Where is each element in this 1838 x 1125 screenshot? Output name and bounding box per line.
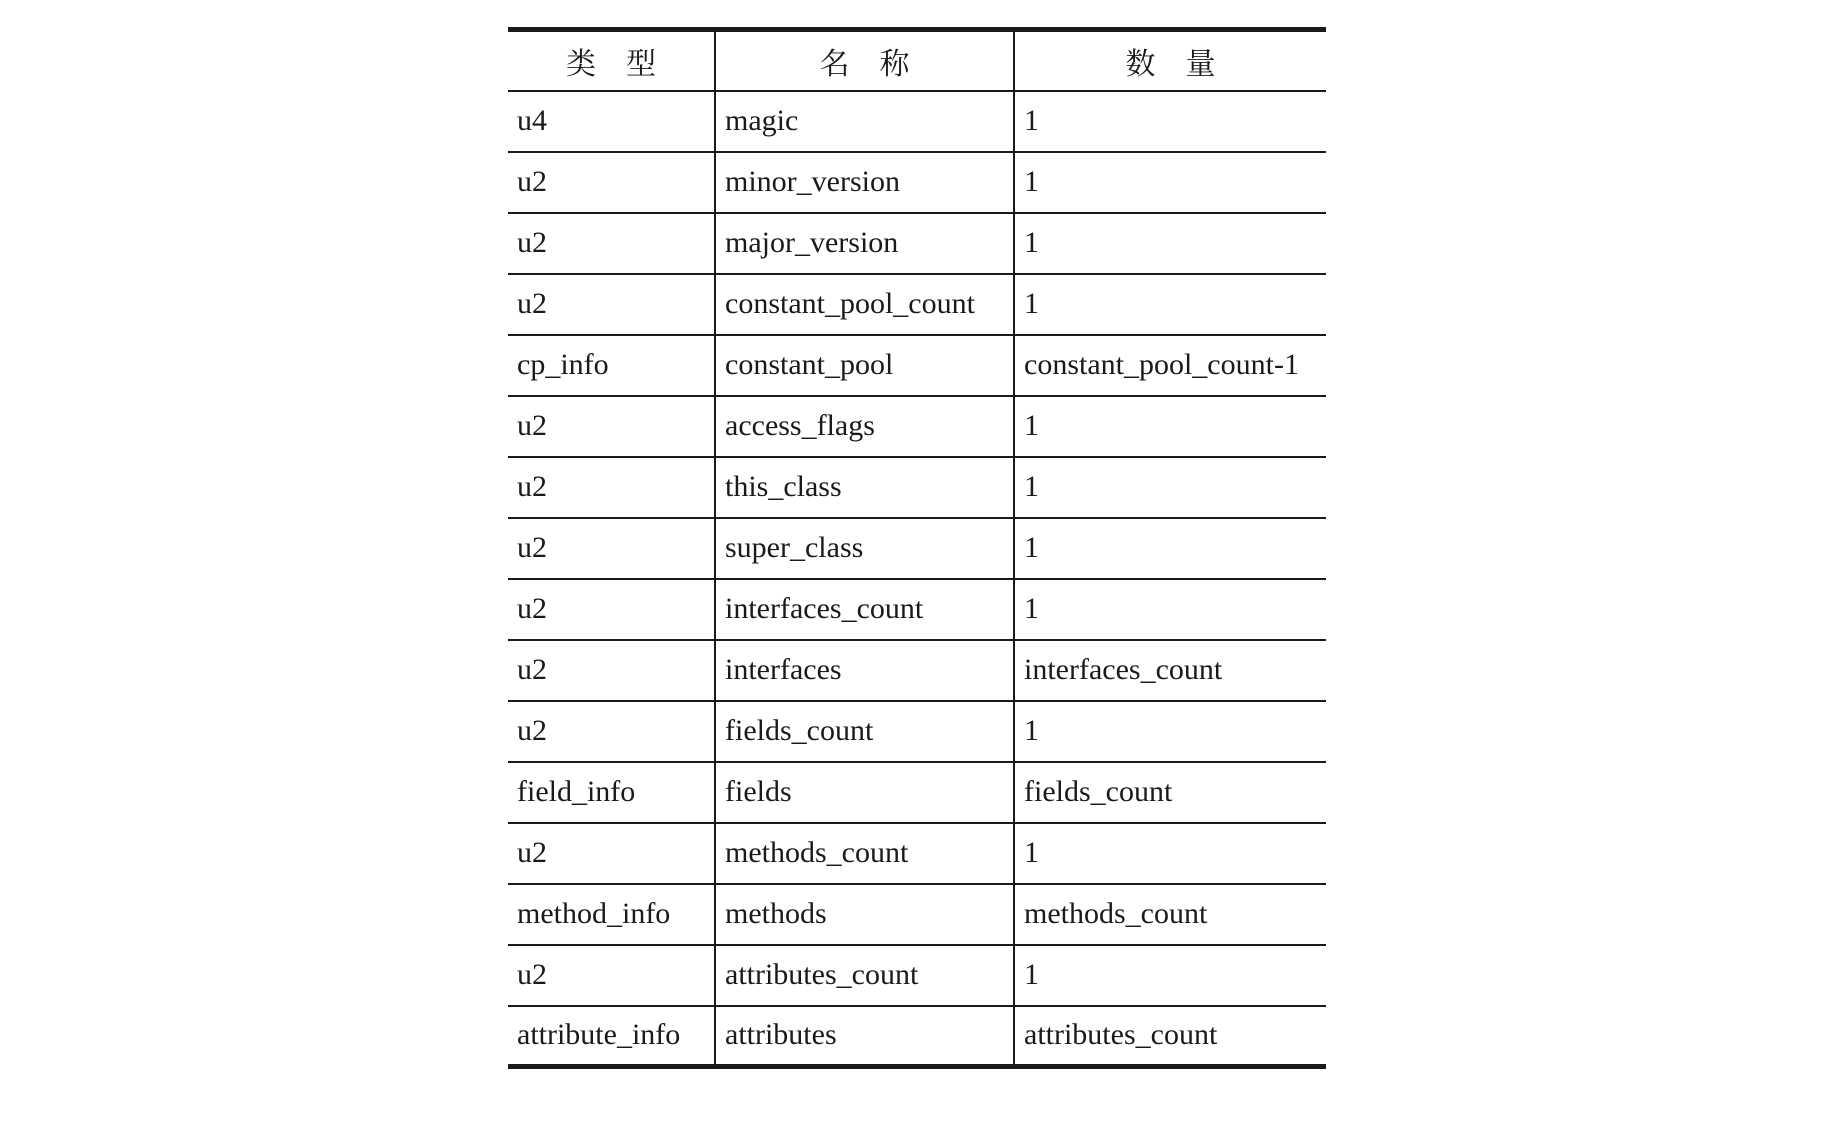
cell-name: interfaces <box>715 640 1014 701</box>
table-row <box>508 213 1326 274</box>
cell-name: interfaces_count <box>715 579 1014 640</box>
class-file-structure-table <box>508 27 1326 1069</box>
cell-type: u2 <box>517 531 547 564</box>
cell-count: 1 <box>1014 823 1326 884</box>
table-row <box>508 457 1326 518</box>
cell-count: 1 <box>1014 701 1326 762</box>
header-name: 名称 <box>715 30 1014 91</box>
cell-count: 1 <box>1014 396 1326 457</box>
class-file-structure-table-container <box>508 27 1326 1069</box>
cell-type: cp_info <box>517 348 609 381</box>
cell-name: fields_count <box>715 701 1014 762</box>
table-row <box>508 640 1326 701</box>
table-row <box>508 396 1326 457</box>
cell-count: 1 <box>1014 91 1326 152</box>
cell-count: 1 <box>1014 518 1326 579</box>
table-header <box>508 30 1326 91</box>
cell-count: methods_count <box>1014 884 1326 945</box>
table-row <box>508 152 1326 213</box>
table-row <box>508 91 1326 152</box>
cell-type: u2 <box>517 958 547 991</box>
cell-count: attributes_count <box>1014 1006 1326 1067</box>
cell-type: u2 <box>517 226 547 259</box>
cell-type: u4 <box>517 104 547 137</box>
cell-type: u2 <box>517 287 547 320</box>
cell-name: methods_count <box>715 823 1014 884</box>
table-body <box>508 91 1326 1067</box>
cell-name: magic <box>715 91 1014 152</box>
header-row <box>508 30 1326 91</box>
cell-type: u2 <box>517 592 547 625</box>
cell-name: constant_pool_count <box>715 274 1014 335</box>
cell-name: fields <box>715 762 1014 823</box>
cell-type: method_info <box>517 897 671 930</box>
cell-count: 1 <box>1014 274 1326 335</box>
header-type: 类型 <box>566 46 686 82</box>
table-row <box>508 823 1326 884</box>
cell-name: attributes <box>715 1006 1014 1067</box>
cell-name: methods <box>715 884 1014 945</box>
table-row <box>508 335 1326 396</box>
cell-name: constant_pool <box>715 335 1014 396</box>
header-count: 数量 <box>1014 30 1326 91</box>
cell-type: u2 <box>517 653 547 686</box>
table-row <box>508 518 1326 579</box>
cell-type: u2 <box>517 409 547 442</box>
cell-name: this_class <box>715 457 1014 518</box>
cell-count: 1 <box>1014 152 1326 213</box>
cell-name: minor_version <box>715 152 1014 213</box>
cell-count: fields_count <box>1014 762 1326 823</box>
cell-count: constant_pool_count-1 <box>1014 335 1326 396</box>
cell-count: 1 <box>1014 457 1326 518</box>
cell-type: attribute_info <box>517 1018 681 1052</box>
cell-count: 1 <box>1014 579 1326 640</box>
cell-type: field_info <box>517 775 636 808</box>
cell-type: u2 <box>517 165 547 198</box>
table-row <box>508 945 1326 1006</box>
cell-name: super_class <box>715 518 1014 579</box>
cell-name: access_flags <box>715 396 1014 457</box>
cell-count: 1 <box>1014 945 1326 1006</box>
table-row <box>508 579 1326 640</box>
table-row <box>508 762 1326 823</box>
cell-name: major_version <box>715 213 1014 274</box>
table-row <box>508 1006 1326 1067</box>
cell-type: u2 <box>517 470 547 503</box>
cell-count: 1 <box>1014 213 1326 274</box>
table-row <box>508 274 1326 335</box>
cell-count: interfaces_count <box>1014 640 1326 701</box>
cell-type: u2 <box>517 714 547 747</box>
table-row <box>508 701 1326 762</box>
cell-type: u2 <box>517 836 547 869</box>
cell-name: attributes_count <box>715 945 1014 1006</box>
table-row <box>508 884 1326 945</box>
